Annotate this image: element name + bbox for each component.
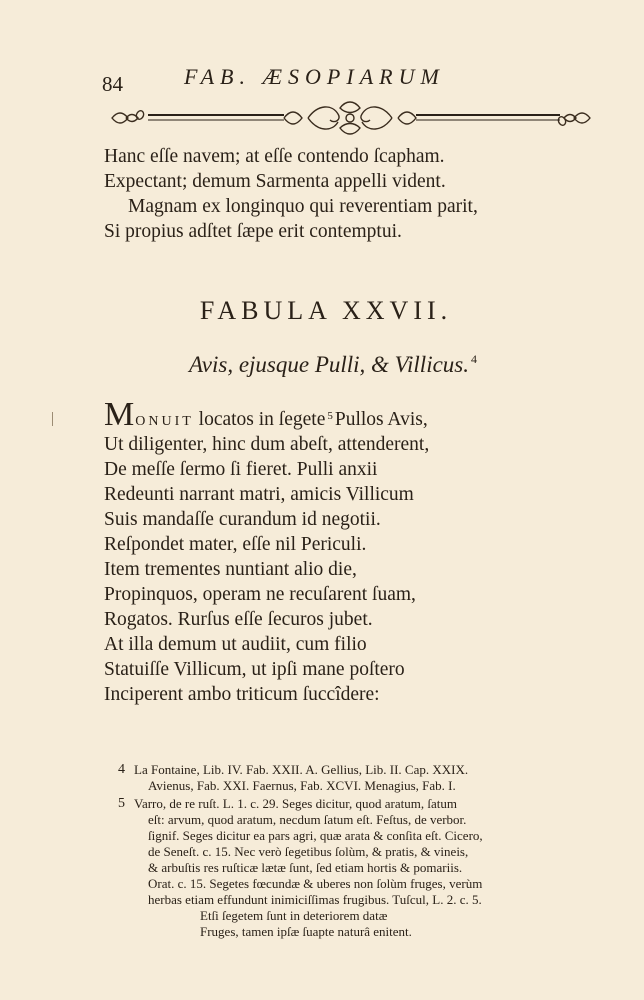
verse-line-first (104, 396, 428, 434)
verse-line: Inciperent ambo triticum ſuccîdere: (104, 684, 380, 705)
verse-line: Propinquos, operam ne recuſarent ſuam, (104, 584, 416, 605)
verse-line: Redeunti narrant matri, amicis Villicum (104, 484, 414, 505)
page-number: 84 (102, 72, 123, 96)
verse-line: Expectant; demum Sarmenta appelli vident. (104, 171, 446, 192)
footnote-line: ſignif. Seges dicitur ea pars agri, quæ arata & conſita eſt. Cicero, (148, 828, 483, 843)
footnote-line: Avienus, Fab. XXI. Faernus, Fab. XCVI. Menagius, Fab. I. (148, 778, 456, 793)
footnote-line: eſt: arvum, quod aratum, necdum ſatum eſt. Feſtus, de verbor. (148, 812, 467, 827)
footnote-number: 4 (118, 762, 125, 777)
drop-cap: M (104, 396, 135, 433)
verse-line: Ut diligenter, hinc dum abeſt, attenderent, (104, 434, 430, 455)
footnote-line: Varro, de re ruſt. L. 1. c. 29. Seges dicitur, quod aratum, ſatum (134, 796, 457, 811)
fable-subtitle-text: Avis, ejusque Pulli, & Villicus. (188, 352, 469, 377)
small-caps-word: ONUIT (135, 414, 194, 429)
decorative-scroll-rule-icon (108, 98, 600, 138)
footnote-line: Orat. c. 15. Segetes fœcundæ & uberes non ſolùm fruges, verùm (148, 876, 483, 891)
verse-line: Item trementes nuntiant alio die, (104, 559, 357, 580)
footnote-line: Etſi ſegetem ſunt in deteriorem datæ (200, 908, 388, 923)
footnote-ref: 4 (471, 352, 477, 367)
verse-text: Pullos Avis, (334, 409, 428, 430)
verse-line: At illa demum ut audiit, cum filio (104, 634, 367, 655)
page-header (100, 62, 540, 96)
footnote-number: 5 (118, 796, 125, 811)
verse-line: Magnam ex longinquo qui reverentiam parit, (128, 196, 478, 217)
verse-line: Rogatos. Rurſus eſſe ſecuros jubet. (104, 609, 373, 630)
verse-line: De meſſe ſermo ſi fieret. Pulli anxii (104, 459, 378, 480)
fable-heading: FABULA XXVII. (199, 296, 453, 325)
running-title: FAB. ÆSOPIARUM (184, 64, 445, 89)
verse-line: Si propius adſtet ſæpe erit contemptui. (104, 221, 402, 242)
footnote-line: La Fontaine, Lib. IV. Fab. XXII. A. Gellius, Lib. II. Cap. XXIX. (134, 762, 469, 777)
margin-mark (52, 412, 53, 426)
verse-line: Statuiſſe Villicum, ut ipſi mane poſtero (104, 659, 405, 680)
fable-subtitle (0, 352, 644, 378)
footnote-ref: 5 (327, 410, 333, 422)
verse-line: Suis mandaſſe curandum id negotii. (104, 509, 381, 530)
verse-line: Reſpondet mater, eſſe nil Periculi. (104, 534, 367, 555)
footnote-line: Fruges, tamen ipſæ ſuapte naturâ enitent. (200, 924, 412, 939)
verse-line: Hanc eſſe navem; at eſſe contendo ſcapham. (104, 146, 445, 167)
verse-text: locatos in ſegete (198, 409, 326, 430)
footnote-line: & arbuſtis res ruſticæ lætæ ſunt, ſed etiam hortis & pomariis. (148, 860, 463, 875)
footnote-line: de Seneſt. c. 15. Nec verò ſegetibus ſolùm, & pratis, & vineis, (148, 844, 469, 859)
footnote-line: herbas etiam effundunt inimiciſſimas frugibus. Tuſcul, L. 2. c. 5. (148, 892, 482, 907)
